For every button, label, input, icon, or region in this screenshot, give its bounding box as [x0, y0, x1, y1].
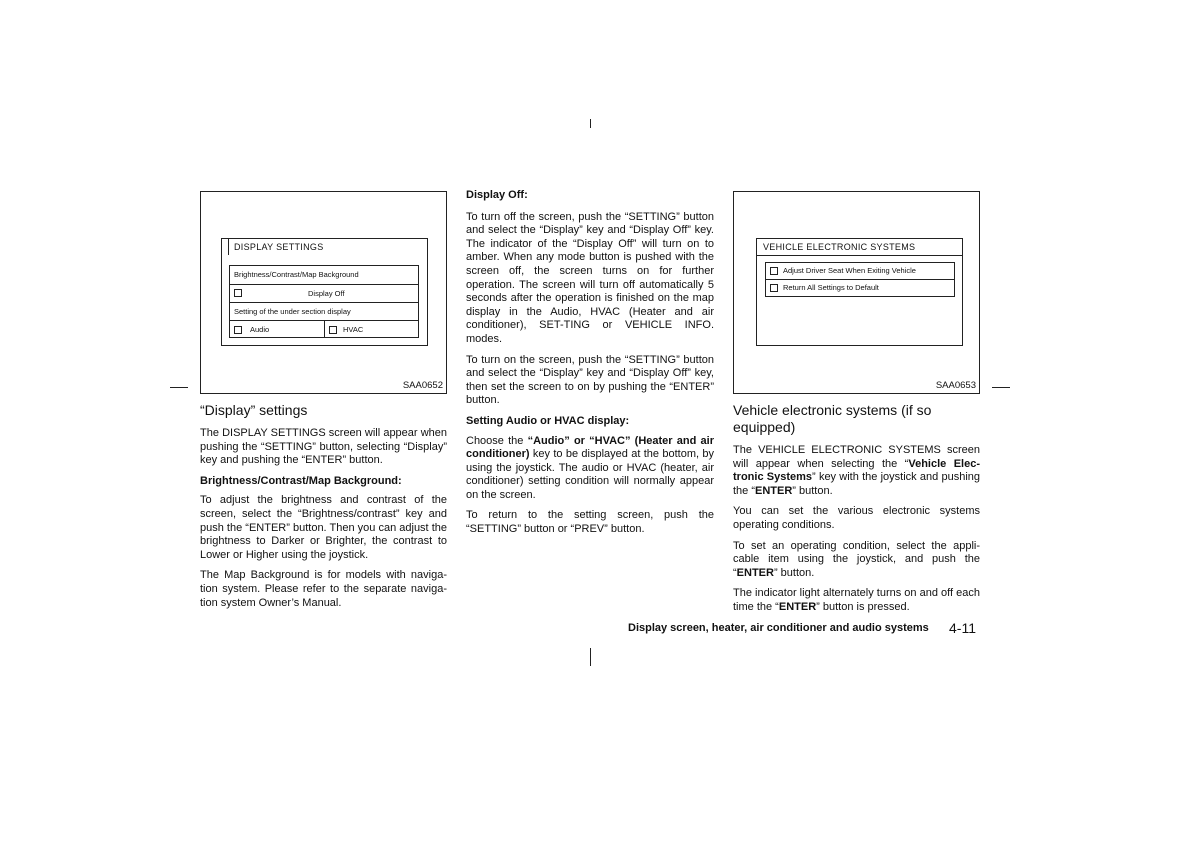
subheading: Display Off:: [466, 189, 528, 201]
vehicle-systems-figure: [733, 191, 980, 394]
footer-section-title: Display screen, heater, air conditioner and audio systems: [628, 622, 929, 634]
display-settings-screen: [221, 238, 428, 346]
list-item-adjust-seat: Adjust Driver Seat When Exiting Vehicle: [766, 263, 954, 280]
list-item-display-off: Display Off: [230, 285, 418, 303]
bottom-center-mark: [590, 648, 591, 666]
row-divider: [324, 321, 325, 338]
paragraph: The indicator light alternately turns on and off each time the “ENTER” button is pressed.: [733, 587, 980, 613]
screen-title: VEHICLE ELECTRONIC SYSTEMS: [763, 242, 916, 252]
top-center-mark: [590, 119, 591, 128]
paragraph: The VEHICLE ELECTRONIC SYSTEMS screen will appear when selecting the “Vehicle Elec-tronic Systems” key with the joystick and pushing the “ENTER” button.: [733, 444, 980, 497]
vehicle-settings-list: [765, 262, 955, 297]
column-left: [200, 402, 447, 617]
paragraph: To set an operating condition, select the appli-cable item using the joystick, and push the “ENTER” button.: [733, 539, 980, 579]
screen-title-rule: [757, 255, 962, 256]
list-item-audio-hvac: Audio HVAC: [230, 321, 418, 339]
section-heading: Vehicle electronic systems (if so equipped): [733, 402, 932, 435]
screen-title: DISPLAY SETTINGS: [234, 242, 324, 252]
column-middle: [466, 189, 714, 544]
paragraph: To return to the setting screen, push the “SETTING” button or “PREV” button.: [466, 509, 714, 536]
paragraph: The Map Background is for models with naviga-tion system. Please refer to the separate naviga-tion system Owner’s Manual.: [200, 569, 447, 609]
paragraph: To adjust the brightness and contrast of the screen, select the “Brightness/contrast” key and push the “ENTER” button. Then you can adjust the brightness to Darker or Brighter, the contrast to Lower or Higher using the joystick.: [200, 494, 447, 561]
section-heading: “Display” settings: [200, 402, 308, 418]
list-item-under-section: Setting of the under section display: [230, 303, 418, 321]
figure-code: SAA0652: [402, 380, 443, 391]
checkbox-icon: [234, 326, 242, 334]
list-item-brightness: Brightness/Contrast/Map Background: [230, 266, 418, 285]
paragraph: The DISPLAY SETTINGS screen will appear when pushing the “SETTING” button, selecting “Display” key and pushing the “ENTER” button.: [200, 427, 447, 467]
checkbox-icon: [234, 289, 242, 297]
figure-code: SAA0653: [935, 380, 976, 391]
page-number: 4-11: [949, 620, 976, 636]
display-settings-figure: [200, 191, 447, 394]
paragraph: To turn on the screen, push the “SETTING” button and select the “Display” key and “Display Off” key, then set the screen to on by pushing the “ENTER” button.: [466, 353, 714, 407]
right-side-mark: [992, 387, 1010, 388]
subheading: Setting Audio or HVAC display:: [466, 414, 630, 427]
settings-list: [229, 265, 419, 338]
column-right: [733, 402, 980, 622]
paragraph: To turn off the screen, push the “SETTING” button and select the “Display” key and “Display Off” key. The indicator of the “Display Off” will turn on to amber. When any mode button is pushed with the screen off, the screen turns on for further operation. The screen will turn off automatically 5 seconds after the operation is finished on the map display in the Audio, HVAC (Heater and air conditioner), SET-TING or VEHICLE INFO. modes.: [466, 210, 714, 345]
list-item-return-default: Return All Settings to Default: [766, 280, 954, 297]
paragraph: Choose the “Audio” or “HVAC” (Heater and air conditioner) key to be displayed at the bottom, by using the joystick. The audio or HVAC (heater, air conditioner) setting condition will normally appear on the screen.: [466, 434, 714, 501]
left-side-mark: [170, 387, 188, 388]
vehicle-systems-screen: [756, 238, 963, 346]
checkbox-icon: [329, 326, 337, 334]
checkbox-icon: [770, 284, 778, 292]
screen-title-divider: [228, 239, 229, 255]
subheading: Brightness/Contrast/Map Background:: [200, 474, 402, 487]
paragraph: You can set the various electronic systems operating conditions.: [733, 505, 980, 531]
checkbox-icon: [770, 267, 778, 275]
